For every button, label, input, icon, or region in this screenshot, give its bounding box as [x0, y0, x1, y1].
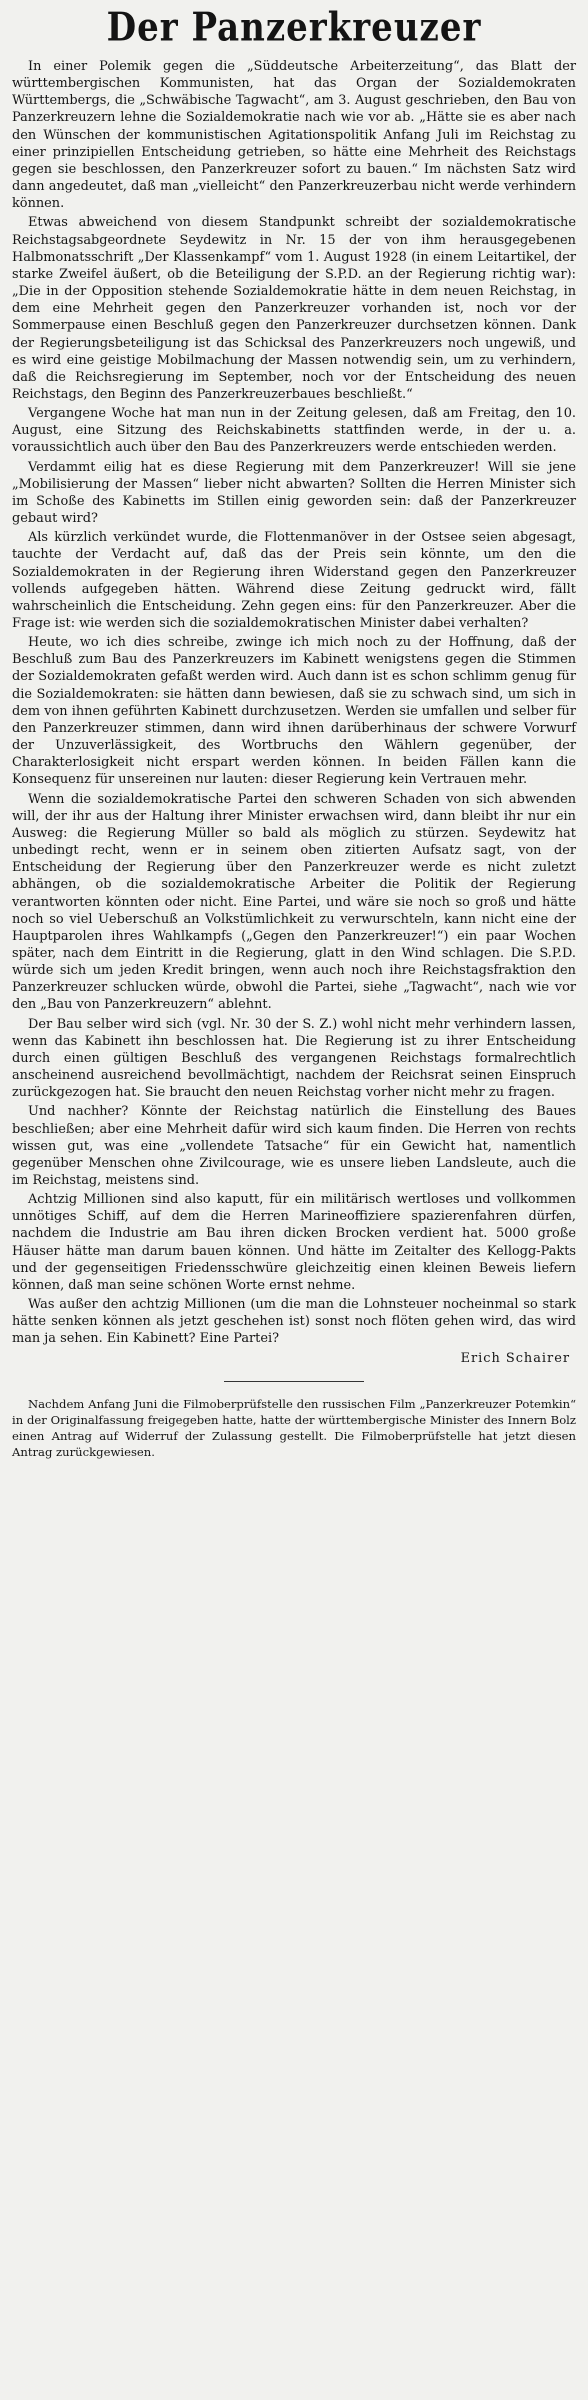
article-paragraph: Heute, wo ich dies schreibe, zwinge ich mich noch zu der Hoffnung, daß der Beschluß zum Bau des Panzerkreuzers im Kabinett wenigstens gegen die Stimmen der Sozialdemokraten gefaßt werden wird. Auch dann ist es schon schlimm genug für die Sozialdemokraten: sie hätten dann bewiesen, daß sie zu schwach sind, um sich in dem von ihnen geführten Kabinett durchzusetzen. Werden sie umfallen und selber für den Panzerkreuzer stimmen, dann wird ihnen darüberhinaus der schwere Vorwurf der Unzuverlässigkeit, des Wortbruchs den Wählern gegenüber, der Charakterlosigkeit nicht erspart werden können. In beiden Fällen kann die Konsequenz für unsereinen nur lauten: dieser Regierung kein Vertrauen mehr. [12, 635, 576, 788]
article-paragraph: Als kürzlich verkündet wurde, die Flottenmanöver in der Ostsee seien abgesagt, tauchte der Verdacht auf, daß das der Preis sein könnte, um den die Sozialdemokraten in der Regierung ihren Widerstand gegen den Panzerkreuzer vollends aufgegeben hätten. Während diese Zeitung gedruckt wird, fällt wahrscheinlich die Entscheidung. Zehn gegen eins: für den Panzerkreuzer. Aber die Frage ist: wie werden sich die sozialdemokratischen Minister dabei verhalten? [12, 530, 576, 631]
author-signature: Erich Schairer [460, 1350, 570, 1366]
article-paragraph: In einer Polemik gegen die „Süddeutsche Arbeiterzeitung“, das Blatt der württembergischen Kommunisten, hat das Organ der Sozialdemokraten Württembergs, die „Schwäbische Tagwacht“, am 3. August geschrieben, den Bau von Panzerkreuzern lehne die Sozialdemokratie nach wie vor ab. „Hätte sie es aber nach den Wünschen der kommunistischen Agitationspolitik Anfang Juli im Reichstag zu einer prinzipiellen Entscheidung getrieben, so hätte eine Mehrheit des Reichstags gegen sie beschlossen, den Panzerkreuzer sofort zu bauen.“ Im nächsten Satz wird dann angedeutet, daß man „vielleicht“ den Panzerkreuzerbau nicht werde verhindern können. [12, 59, 576, 212]
article-paragraph: Achtzig Millionen sind also kaputt, für ein militärisch wertloses und vollkommen unnötiges Schiff, auf dem die Herren Marineoffiziere spazierenfahren dürfen, nachdem die Industrie am Bau ihren dicken Brocken verdient hat. 5000 große Häuser hätte man darum bauen können. Und hätte im Zeitalter des Kellogg-Pakts und der gegenseitigen Friedensschwüre gleichzeitig einen kleinen Beweis liefern können, daß man seine schönen Worte ernst nehme. [12, 1192, 576, 1293]
article-paragraph: Der Bau selber wird sich (vgl. Nr. 30 der S. Z.) wohl nicht mehr verhindern lassen, wenn das Kabinett ihn beschlossen hat. Die Regierung ist zu ihrer Entscheidung durch einen gültigen Beschluß des vergangenen Reichstags formalrechtlich anscheinend ausreichend bevollmächtigt, nachdem der Reichsrat seinen Einspruch zurückgezogen hat. Sie braucht den neuen Reichstag vorher nicht mehr zu fragen. [12, 1016, 576, 1101]
article-paragraph: Etwas abweichend von diesem Standpunkt schreibt der sozialdemokratische Reichstagsabgeordnete Seydewitz in Nr. 15 der von ihm herausgegebenen Halbmonatsschrift „Der Klassenkampf“ vom 1. August 1928 (in einem Leitartikel, der starke Zweifel äußert, ob die Beteiligung der S.P.D. an der Regierung richtig war): „Die in der Opposition stehende Sozialdemokratie hätte in dem neuen Reichstag, in dem eine Mehrheit gegen den Panzerkreuzer vorhanden ist, noch vor der Sommerpause einen Beschluß gegen den Panzerkreuzer durchsetzen können. Dank der Regierungsbeteiligung ist das Schicksal des Panzerkreuzers noch ungewiß, und es wird eine geistige Mobilmachung der Massen notwendig sein, um zu verhindern, daß die Reichsregierung im September, noch vor der Entscheidung des neuen Reichstags, den Beginn des Panzerkreuzerbaues beschließt.“ [12, 215, 576, 402]
article-body [12, 58, 576, 1367]
footnote: Nachdem Anfang Juni die Filmoberprüfstelle den russischen Film „Panzerkreuzer Potemkin“ in der Originalfassung freigegeben hatte, hatte der württembergische Minister des Innern Bolz einen Antrag auf Widerruf der Zulassung gestellt. Die Filmoberprüfstelle hat jetzt diesen Antrag zurückgewiesen. [12, 1396, 576, 1459]
headline: Der Panzerkreuzer [106, 5, 482, 52]
article-paragraph: Verdammt eilig hat es diese Regierung mit dem Panzerkreuzer! Will sie jene „Mobilisierung der Massen“ lieber nicht abwarten? Sollten die Herren Minister sich im Schoße des Kabinetts im Stillen einig geworden sein: daß der Panzerkreuzer gebaut wird? [12, 459, 576, 527]
article-paragraph: Und nachher? Könnte der Reichstag natürlich die Einstellung des Baues beschließen; aber eine Mehrheit dafür wird sich kaum finden. Die Herren von rechts wissen gut, was eine „vollendete Tatsache“ für ein Gewicht hat, namentlich gegenüber Menschen ohne Zivilcourage, wie es unsere lieben Landsleute, auch die im Reichstag, meistens sind. [12, 1104, 576, 1188]
article-paragraph: Wenn die sozialdemokratische Partei den schweren Schaden von sich abwenden will, der ihr aus der Haltung ihrer Minister erwachsen wird, dann bleibt ihr nur ein Ausweg: die Regierung Müller so bald als möglich zu stürzen. Seydewitz hat unbedingt recht, wenn er in seinem oben zitierten Aufsatz sagt, von der Entscheidung der Regierung über den Panzerkreuzer werde es nicht zuletzt abhängen, ob die sozialdemokratische Arbeiter die Politik der Regierung verantworten könnten oder nicht. Eine Partei, und wäre sie noch so groß und hätte noch so viel Ueberschuß an Volkstümlichkeit zu verwurschteln, kann nicht eine der Hauptparolen ihres Wahlkampfs („Gegen den Panzerkreuzer!“) ein paar Wochen später, nach dem Eintritt in die Regierung, glatt in den Wind schlagen. Die S.P.D. würde sich um jeden Kredit bringen, wenn auch noch ihre Reichstagsfraktion den Panzerkreuzer schlucken würde, obwohl die Partei, siehe „Tagwacht“, nach wie vor den „Bau von Panzerkreuzern“ ablehnt. [12, 791, 576, 1013]
divider [224, 1381, 364, 1382]
article-paragraph: Vergangene Woche hat man nun in der Zeitung gelesen, daß am Freitag, den 10. August, eine Sitzung des Reichskabinetts stattfinden werde, in der u. a. voraussichtlich auch über den Bau des Panzerkreuzers werde entschieden werden. [12, 406, 576, 456]
article-paragraph: Was außer den achtzig Millionen (um die man die Lohnsteuer nocheinmal so stark hätte senken können als jetzt geschehen ist) sonst noch flöten gehen wird, das wird man ja sehen. Ein Kabinett? Eine Partei? [12, 1297, 576, 1347]
